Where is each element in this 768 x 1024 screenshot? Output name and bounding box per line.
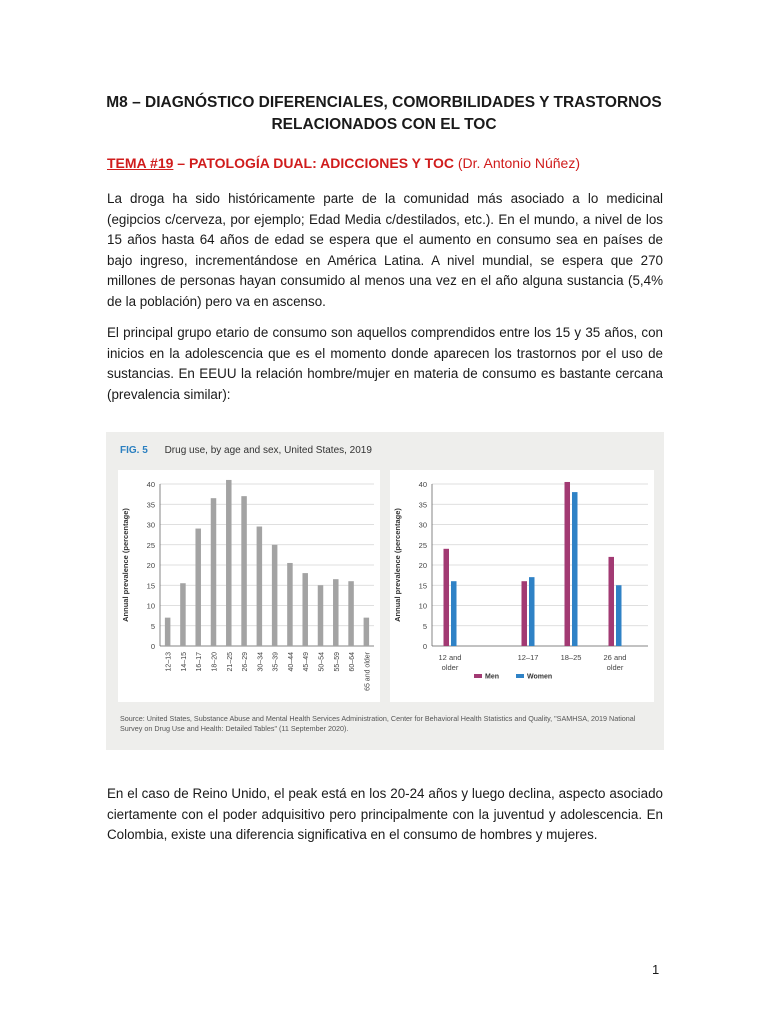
age-bar-9 bbox=[287, 563, 293, 646]
sex-chart-y-tick-label: 15 bbox=[418, 581, 427, 591]
paragraph-3: En el caso de Reino Unido, el peak está en los 20-24 años y luego declina, aspecto asociado ciertamente con el poder adquisitivo pero principalmente con la juventud y adolescencia. En Colombia, existe una diferencia significativa en el consumo de hombres y mujeres. bbox=[107, 786, 663, 843]
sex-chart-y-tick-label: 10 bbox=[418, 601, 427, 611]
age-x-tick-label: 12–13 bbox=[165, 652, 173, 672]
title-line-2: RELACIONADOS CON EL TOC bbox=[271, 116, 497, 133]
sex-chart-y-tick-label: 40 bbox=[418, 480, 427, 489]
age-x-tick-label: 60–64 bbox=[349, 652, 357, 672]
age-x-tick-label: 65 and older bbox=[364, 652, 372, 691]
topic-heading bbox=[107, 155, 580, 171]
age-x-tick-label: 45–49 bbox=[303, 652, 311, 672]
age-x-tick-label: 35–39 bbox=[272, 652, 280, 672]
sex-chart-y-axis-label: Annual prevalence (percentage) bbox=[393, 508, 402, 622]
age-x-tick-label: 18–20 bbox=[211, 652, 219, 672]
age-bar-2 bbox=[180, 583, 186, 646]
title-line-1: M8 – DIAGNÓSTICO DIFERENCIALES, COMORBILIDADES Y TRASTORNOS bbox=[106, 94, 662, 111]
age-chart-y-tick-label: 0 bbox=[150, 642, 155, 651]
women-bar-2 bbox=[529, 577, 535, 646]
age-bar-4 bbox=[211, 498, 217, 646]
figure-source: Source: United States, Substance Abuse and Mental Health Services Administration, Center for Behavioral Health Statistics and Quality, "SAMHSA, 2019 National Survey on Drug Use and Health: Detailed Tables" (11 September 2020). bbox=[120, 714, 636, 733]
sex-chart-y-tick-label: 35 bbox=[418, 500, 427, 510]
men-bar-1 bbox=[444, 549, 450, 646]
figure-title: Drug use, by age and sex, United States, 2019 bbox=[164, 445, 372, 456]
age-chart-y-tick-label: 20 bbox=[146, 561, 155, 570]
sex-chart-y-tick-label: 5 bbox=[422, 621, 427, 631]
legend-label-men: Men bbox=[485, 673, 499, 681]
women-bar-1 bbox=[451, 581, 457, 646]
legend-label-women: Women bbox=[527, 673, 553, 681]
age-x-tick-label: 21–25 bbox=[226, 652, 234, 672]
age-bar-13 bbox=[348, 581, 354, 646]
figure-label: FIG. 5 bbox=[120, 445, 148, 456]
paragraph-2: El principal grupo etario de consumo son aquellos comprendidos entre los 15 y 35 años, con inicios en la adolescencia que es el momento donde aparecen los trastornos por el uso de sustancias. En EEUU la relación hombre/mujer en materia de consumo es bastante cercana (prevalencia similar): bbox=[107, 325, 663, 402]
age-bar-8 bbox=[272, 545, 278, 646]
age-bar-12 bbox=[333, 579, 339, 646]
age-chart-y-tick-label: 15 bbox=[146, 581, 155, 591]
age-chart-y-tick-label: 25 bbox=[146, 540, 155, 550]
sex-x-tick-label: 18–25 bbox=[560, 653, 582, 662]
document-title bbox=[60, 92, 708, 136]
age-x-tick-label: 16–17 bbox=[196, 652, 204, 672]
age-chart-y-tick-label: 40 bbox=[146, 480, 155, 489]
paragraph-1: La droga ha sido históricamente parte de la comunidad más asociado a lo medicinal (egipcios c/cerveza, por ejemplo; Edad Media c/destilados, etc.). En el mundo, a nivel de los 15 años hasta 64 años de edad se espera que el aumento en consumo sea en países de bajo ingreso, incrementándose en América Latina. A nivel mundial, se espera que 270 millones de personas hayan consumido al menos una vez en el año alguna sustancia (5,4% de la población) pero va en ascenso. bbox=[107, 191, 663, 309]
age-x-tick-label: 40–44 bbox=[287, 652, 295, 672]
men-bar-4 bbox=[609, 557, 615, 646]
women-bar-3 bbox=[572, 492, 578, 646]
figure-header bbox=[120, 445, 372, 456]
sex-chart-y-tick-label: 0 bbox=[422, 642, 427, 651]
age-bar-3 bbox=[195, 529, 201, 646]
sex-x-tick-label: 12–17 bbox=[517, 653, 539, 662]
topic-title: – PATOLOGÍA DUAL: ADICCIONES Y TOC bbox=[173, 155, 454, 171]
sex-x-tick-label: older bbox=[441, 663, 459, 672]
chart-by-age-svg bbox=[118, 470, 380, 702]
sex-chart-y-tick-label: 20 bbox=[418, 561, 427, 570]
sex-x-tick-label: 12 and bbox=[438, 653, 462, 662]
age-chart-y-tick-label: 30 bbox=[146, 520, 155, 530]
sex-x-tick-label: older bbox=[606, 663, 624, 672]
age-bar-14 bbox=[364, 618, 370, 646]
chart-by-sex bbox=[390, 470, 654, 702]
age-bar-11 bbox=[318, 585, 324, 646]
age-x-tick-label: 55–59 bbox=[333, 652, 341, 672]
age-chart-y-axis-label: Annual prevalence (percentage) bbox=[121, 508, 130, 622]
age-bar-7 bbox=[257, 527, 263, 646]
age-x-tick-label: 30–34 bbox=[257, 652, 265, 672]
age-bar-10 bbox=[302, 573, 308, 646]
topic-number: TEMA #19 bbox=[107, 155, 174, 171]
age-x-tick-label: 14–15 bbox=[180, 652, 188, 672]
figure-drug-use bbox=[106, 432, 664, 750]
legend-swatch-women bbox=[516, 674, 524, 678]
age-chart-y-tick-label: 10 bbox=[146, 601, 155, 611]
chart-by-age bbox=[118, 470, 380, 702]
age-chart-y-tick-label: 5 bbox=[150, 621, 155, 631]
sex-chart-y-tick-label: 30 bbox=[418, 520, 427, 530]
men-bar-2 bbox=[522, 581, 528, 646]
age-bar-5 bbox=[226, 480, 232, 646]
men-bar-3 bbox=[565, 482, 571, 646]
women-bar-4 bbox=[616, 585, 622, 646]
topic-author: (Dr. Antonio Núñez) bbox=[453, 155, 580, 171]
age-bar-1 bbox=[165, 618, 171, 646]
legend-swatch-men bbox=[474, 674, 482, 678]
chart-by-sex-svg bbox=[390, 470, 654, 702]
age-x-tick-label: 26–29 bbox=[242, 652, 250, 672]
age-x-tick-label: 50–54 bbox=[318, 652, 326, 672]
sex-x-tick-label: 26 and bbox=[603, 653, 627, 662]
page-number: 1 bbox=[652, 962, 660, 977]
age-bar-6 bbox=[241, 496, 247, 646]
age-chart-y-tick-label: 35 bbox=[146, 500, 155, 510]
sex-chart-y-tick-label: 25 bbox=[418, 540, 427, 550]
